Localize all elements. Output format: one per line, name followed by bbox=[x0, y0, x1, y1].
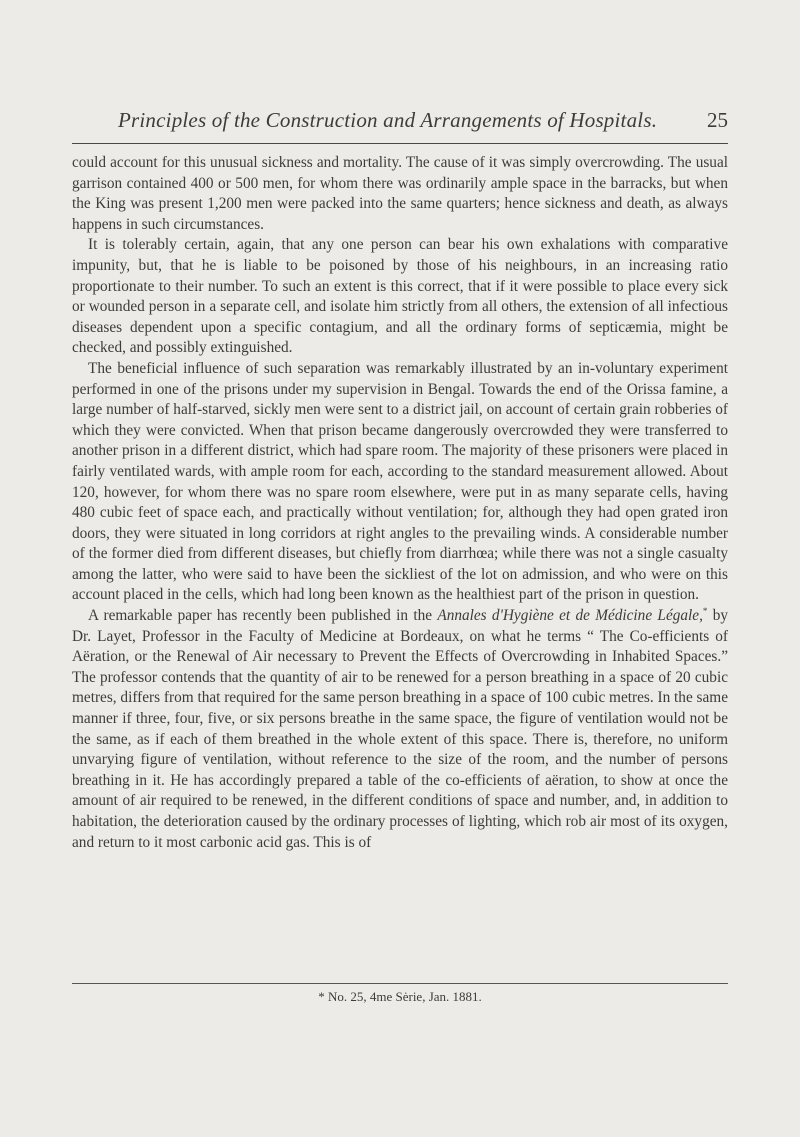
header-rule bbox=[72, 143, 728, 144]
footnote-rule bbox=[72, 983, 728, 984]
running-title: Principles of the Construction and Arrangements of Hospitals. bbox=[118, 108, 658, 132]
paragraph-text: A remarkable paper has recently been published in the bbox=[88, 607, 438, 625]
footnote-marker: * bbox=[702, 606, 708, 617]
paragraph bbox=[72, 153, 728, 235]
footnote: * No. 25, 4me Sėrie, Jan. 1881. bbox=[318, 989, 482, 1004]
page-header bbox=[72, 108, 728, 138]
paragraph-text: The beneficial influence of such separation was remarkably illustrated by an in-voluntary experiment performed in one of the prisons under my supervision in Bengal. Towards the end of the Orissa famine, a large number of half-starved, sickly men were sent to a district jail, on account of certain grain robberies of which they were convicted. When that prison became dangerously overcrowded they were transferred to another prison in a different district, which had spare room. The majority of these prisoners were placed in fairly ventilated wards, with ample room for each, according to the standard measurement allowed. About 120, however, for whom there was no spare room elsewhere, were put in as many separate cells, having 480 cubic feet of space each, and practically without ventilation; for, although they had open grated iron doors, they were situated in long corridors at right angles to the prevailing winds. A considerable number of the former died from different diseases, but chiefly from diarrhœa; while there was not a single casualty among the latter, who were said to have been the sickliest of the lot on admission, and who were on this account placed in the cells, which had long been known as the healthiest part of the prison in question. bbox=[72, 359, 728, 604]
paragraph bbox=[72, 235, 728, 359]
page-number: 25 bbox=[707, 108, 728, 132]
paragraph-text: by Dr. Layet, Professor in the Faculty of Medicine at Bordeaux, on what he terms “ The Co-efficients of Aëration, or the Renewal of Air necessary to Prevent the Effects of Overcrowding in Inhabited Spaces.” The professor contends that the quantity of air to be renewed for a person breathing in a space of 20 cubic metres, differs from that required for the same person breathing in a space of 100 cubic metres. In the same manner if three, four, five, or six persons breathe in the same space, the figure of ventilation would not be the same, as if each of them breathed in the whole extent of this space. There is, therefore, no uniform unvarying figure of ventilation, without reference to the size of the room, and the number of persons breathing in it. He has accordingly prepared a table of the co-efficients of aëration, to show at once the amount of air required to be renewed, in the different conditions of space and number, and, in addition to habitation, the deterioration caused by the ordinary processes of lighting, which rob air most of its oxygen, and return to it most carbonic acid gas. This is of bbox=[72, 607, 728, 851]
paragraph-text: could account for this unusual sickness and mortality. The cause of it was simply overcrowding. The usual garrison contained 400 or 500 men, for whom there was ordinarily ample space in the barracks, but when the King was present 1,200 men were packed into the same quarters; hence sickness and death, as always happens in such circumstances. bbox=[72, 154, 728, 233]
paragraph bbox=[72, 606, 728, 853]
paragraph-text: It is tolerably certain, again, that any one person can bear his own exhalations with comparative impunity, but, that he is liable to be poisoned by those of his neighbours, in an increasing ratio proportionate to their number. To such an extent is this correct, that if it were possible to place every sick or wounded person in a separate cell, and isolate him strictly from all others, the extension of all infectious diseases dependent upon a specific contagium, and all the ordinary forms of septicæmia, might be checked, and possibly extinguished. bbox=[72, 236, 728, 357]
body-text bbox=[72, 153, 728, 853]
paragraph bbox=[72, 359, 728, 606]
journal-title: Annales d'Hygiène et de Médicine Légale, bbox=[437, 607, 703, 625]
